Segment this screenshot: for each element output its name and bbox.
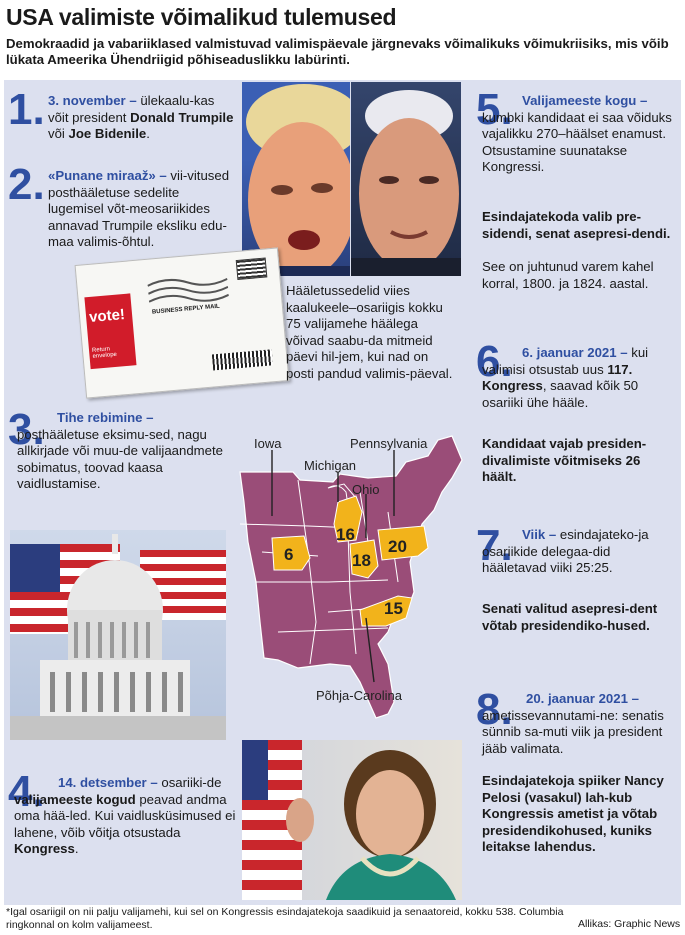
step-4-body-b: peavad andma oma hää-led. Kui vaidlusküsimused ei lahene, võib võitja otsustada <box>14 791 236 840</box>
map-label-michigan: Michigan <box>304 458 357 473</box>
step-5-history: See on juhtunud varem kahel korral, 1800. ja 1824. aastal. <box>482 259 654 291</box>
step-number-7: 7. <box>476 521 513 570</box>
map-label-pennsylvania: Pennsylvania <box>350 436 428 451</box>
map-votes-ohio: 18 <box>352 551 371 570</box>
step-1-end: . <box>146 126 150 141</box>
step-1-text <box>48 93 234 143</box>
map-votes-michigan: 16 <box>336 525 355 544</box>
step-4-congress: Kongress <box>14 841 75 856</box>
step-number-6: 6. <box>476 337 513 386</box>
map-label-north-carolina <box>316 688 403 703</box>
map-label-ohio: Ohio <box>352 482 380 497</box>
step-1-body: ülekaalu-kas võit president <box>48 93 215 125</box>
map-label-north-carolina-text: Põhja-Carolina <box>316 688 402 703</box>
step-3-head: Tihe rebimine – <box>57 410 154 425</box>
pelosi-portrait-shape <box>242 740 462 900</box>
step-number-8: 8. <box>476 685 513 734</box>
map-votes-iowa: 6 <box>284 545 294 564</box>
trump-photo <box>242 82 350 276</box>
swing-state-map <box>238 432 478 732</box>
step-6-body-a: kui valimisi otsustab uus <box>482 345 649 377</box>
step-8-date: 20. jaanuar 2021 – <box>526 691 639 706</box>
step-5-head: Valijameeste kogu – <box>522 93 648 108</box>
step-number-2: 2. <box>8 160 45 209</box>
step-number-3: 3. <box>8 405 45 454</box>
trump-portrait-shape <box>242 82 350 276</box>
step-6-body-b: , saavad kõik 50 osariiki ühe hääle. <box>482 378 639 410</box>
step-1-date: 3. november – <box>48 93 137 108</box>
map-label-iowa: Iowa <box>254 436 282 451</box>
map-votes-pennsylvania: 20 <box>388 537 407 556</box>
ballot-caption: Hääletussedelid viies kaalukeele–osariigis kokku 75 valijamehe häälega võivad saabu-da mitmeid päevi hil-jem, kui nad on posti pandud valimis-päeval. <box>286 283 453 381</box>
ballot-envelope <box>75 247 290 398</box>
page-title: USA valimiste võimalikud tulemused <box>6 4 397 30</box>
step-3-body: posthääletuse eksimu-sed, nagu allkirjade või muu-de valijaandmete sobimatus, toovad kaasa vaidlustamise. <box>17 426 223 491</box>
envelope-vote-label: vote! <box>88 305 126 327</box>
step-4-bold: valijameeste kogud <box>14 791 136 807</box>
capitol-illustration <box>10 530 226 740</box>
step-5-text <box>482 93 678 176</box>
step-2-text <box>48 168 238 251</box>
step-number-1: 1. <box>8 85 45 134</box>
biden-portrait-shape <box>351 82 461 276</box>
step-8-bold: Esindajatekoja spiiker Nancy Pelosi (vasakul) lah-kub Kongressis ametist ja võtab presidendikohused, kuniks leitakse lahendus. <box>482 773 664 854</box>
step-4-date: 14. detsember – <box>58 775 158 790</box>
step-1-biden: Joe Bidenile <box>68 126 147 141</box>
page-subtitle: Demokraadid ja vabariiklased valmistuvad valimispäevale järgnevaks võimalikuks võimukriisiks, mis võib lükata Ameerika Ühendriigid põhiseaduslikku labürinti. <box>6 36 669 67</box>
envelope-wave-lines <box>147 271 229 308</box>
envelope-reply-label: BUSINESS REPLY MAIL <box>151 303 220 316</box>
map-votes-north-carolina: 15 <box>384 599 403 618</box>
step-4-text <box>14 775 238 858</box>
step-4-end: . <box>74 841 79 856</box>
step-number-4: 4. <box>8 767 45 816</box>
step-1-or: või <box>48 126 69 141</box>
step-8-body: ametissevannutami-ne: senatis sünnib sa-muti viik ja president jääb valimata. <box>482 707 664 756</box>
step-7-bold: Senati valitud asepresi-dent võtab presidendiko-hused. <box>482 601 658 633</box>
source-credit: Allikas: Graphic News <box>578 918 681 930</box>
step-7-head: Viik – <box>522 527 557 542</box>
step-2-body: vii-vitused posthääletuse sedelite lugemisel võt-meosariikides annavad Trumpile eksliku edu-maa valimis-õhtul. <box>48 168 230 249</box>
eastern-us-land <box>240 436 462 718</box>
step-7-text <box>482 527 678 577</box>
step-3-text <box>17 410 237 493</box>
envelope-barcode <box>212 349 273 370</box>
step-6-bold: Kandidaat vajab presiden-divalimiste võitmiseks 26 häält. <box>482 436 647 484</box>
step-8-text <box>482 691 678 757</box>
envelope-red-strip <box>84 293 136 369</box>
step-5-bold: Esindajatekoda valib pre-sidendi, senat asepresi-dendi. <box>482 209 671 241</box>
biden-photo <box>351 82 461 276</box>
step-2-head: «Punane miraaž» – <box>48 168 167 183</box>
footnote: *Igal osariigil on nii palju valijamehi, kui sel on Kongressis esindajatekoja saadikuid ja senaatoreid, kokku 538. Columbia ringkonnal on kolm valijameest. <box>6 906 564 931</box>
step-5-body: kumbki kandidaat ei saa võiduks vajalikku 270–häälset enamust. Otsustamine suunatakse Kongressi. <box>482 109 672 174</box>
envelope-postage-mark <box>236 257 268 280</box>
step-number-5: 5. <box>476 85 513 134</box>
step-1-trump: Donald Trumpile <box>130 109 234 125</box>
capitol-photo <box>10 530 226 740</box>
step-4-body-a: osariiki-de <box>157 775 222 790</box>
step-6-date: 6. jaanuar 2021 – <box>522 345 628 360</box>
step-6-text <box>482 345 678 411</box>
step-7-body: esindajateko-ja osariikide delegaa-did hääletavad viiki 25:25. <box>482 527 649 575</box>
envelope-return-label: Return envelope <box>91 346 118 360</box>
pelosi-photo <box>242 740 462 900</box>
step-6-congress: 117. Kongress <box>482 361 633 393</box>
